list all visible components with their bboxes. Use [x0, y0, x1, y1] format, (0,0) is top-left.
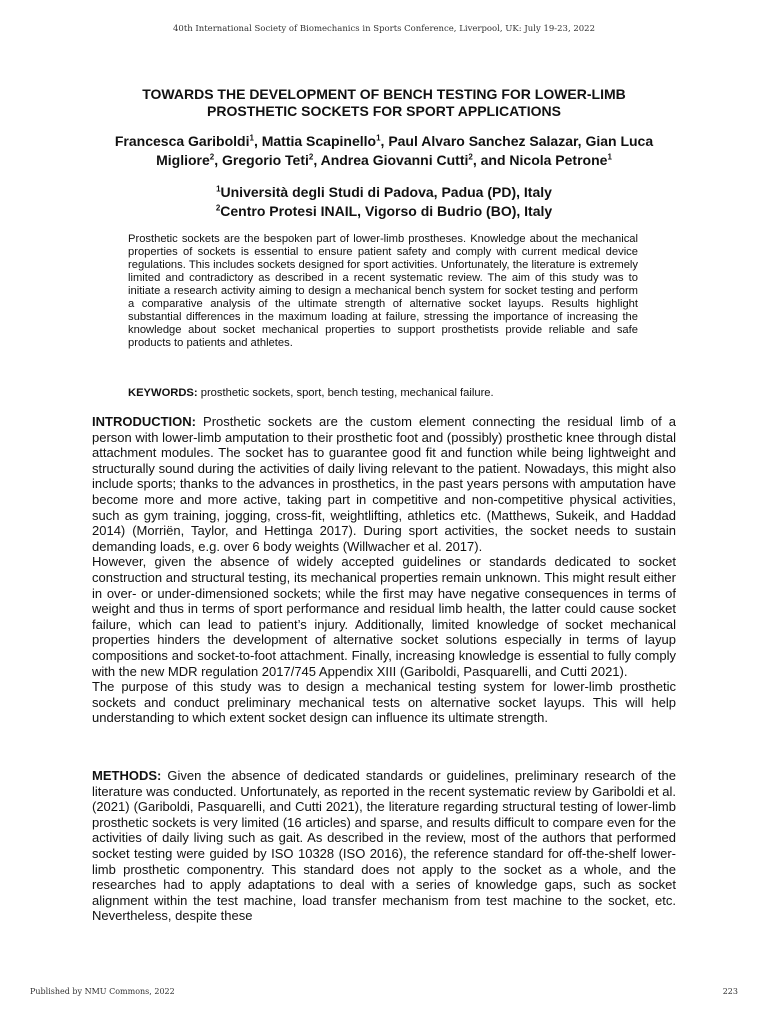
title-line-2: PROSTHETIC SOCKETS FOR SPORT APPLICATIONS: [207, 103, 561, 119]
methods-section: [92, 768, 676, 924]
affiliation-mark: 1: [216, 184, 221, 194]
page-number: 223: [722, 987, 738, 996]
introduction-section: [92, 414, 676, 726]
author-affiliation-mark: 2: [468, 152, 473, 162]
methods-text-1: Given the absence of dedicated standards or guidelines, preliminary research of the literature was conducted. Unfortunately, as reported in the recent systematic review by Gariboldi et al. (2021) (Gariboldi, Pasquarelli, and Cutti 2021), the literature regarding structural testing of lower-limb prosthetic sockets is very limited (16 articles) and sparse, and results difficult to compare even for the activities of daily living such as gait. As described in the review, most of the authors that performed socket testing were guided by ISO 10328 (ISO 2016), the reference standard for off-the-shelf lower-limb prosthetic componentry. This standard does not apply to the socket as a whole, and the researches had to apply adaptations to deal with a series of knowledge gaps, such as socket alignment within the test machine, load transfer mechanism from test machine to the socket, etc. Nevertheless, despite these: [92, 768, 676, 924]
keywords-label: KEYWORDS:: [128, 387, 198, 399]
author-name: and Nicola Petrone: [480, 152, 608, 168]
abstract: Prosthetic sockets are the bespoken part of lower-limb prostheses. Knowledge about the mechanical properties of sockets is essential to ensure patient safety and comply with current medical device regulations. This includes sockets designed for sport activities. Unfortunately, the literature is extremely limited and contradictory as described in a recent systematic review. The aim of this study was to initiate a research activity aiming to design a mechanical bench system for socket testing and perform a comparative analysis of the ultimate strength of alternative socket layups. Results highlight substantial differences in the maximum loading at failure, stressing the importance of increasing the knowledge about socket mechanical properties to support prosthetists provide reliable and safe products to patients and athletes.: [128, 233, 638, 349]
introduction-heading: INTRODUCTION:: [92, 414, 196, 429]
intro-paragraph-3: The purpose of this study was to design a mechanical testing system for lower-limb prosthetic sockets and conduct preliminary mechanical tests on alternative socket layups. This will help understanding to which extent socket design can influence its ultimate strength.: [92, 679, 676, 726]
intro-text-1: Prosthetic sockets are the custom element connecting the residual limb of a person with lower-limb amputation to their prosthetic foot and (possibly) prosthetic knee through distal attachment modules. The socket has to guarantee good fit and function while being lightweight and structurally sound during the activities of daily living relevant to the patient. Nowadays, this might also include sports; thanks to the advances in prosthetics, in the past years persons with amputation have become more and more active, taking part in competitive and non-competitive physical activities, such as gym training, jogging, cross-fit, weightlifting, athletics etc. (Matthews, Sukeik, and Haddad 2014) (Morriën, Taylor, and Hettinga 2017). During sport activities, the socket needs to sustain demanding loads, e.g. over 6 body weights (Willwacher et al. 2017).: [92, 414, 676, 554]
author-affiliation-mark: 1: [376, 133, 381, 143]
affiliation-2: [90, 202, 678, 221]
author-name: Francesca Gariboldi: [114, 133, 250, 149]
author-affiliation-mark: 1: [249, 133, 254, 143]
affiliation-text: Università degli Studi di Padova, Padua (PD), Italy: [220, 184, 552, 200]
keywords: [128, 387, 638, 400]
affiliation-text: Centro Protesi INAIL, Vigorso di Budrio (BO), Italy: [220, 203, 553, 219]
intro-paragraph-1: [92, 414, 676, 554]
author-name: Gregorio Teti: [222, 152, 309, 168]
author-affiliation-mark: 2: [209, 152, 215, 162]
affiliation-1: [90, 183, 678, 202]
author-name: Mattia Scapinello: [261, 133, 377, 149]
affiliation-mark: 2: [215, 203, 221, 213]
author-list: Francesca Gariboldi$^1$, Mattia Scapinello$^1$, Paul Alvaro Sanchez Salazar, Gian Luca Migliore$^2$, Gregorio Teti$^2$, Andrea Giovanni Cutti$^2$, and Nicola Petrone$^1$: [114, 133, 654, 168]
title-line-1: TOWARDS THE DEVELOPMENT OF BENCH TESTING FOR LOWER-LIMB: [142, 86, 626, 102]
author-name: Andrea Giovanni Cutti: [320, 152, 469, 168]
running-header: 40th International Society of Biomechanics in Sports Conference, Liverpool, UK: July 19-23, 2022: [173, 24, 595, 34]
paper-title: [80, 86, 688, 120]
affiliation-list: [90, 183, 678, 221]
publisher-footer: Published by NMU Commons, 2022: [30, 987, 175, 996]
author-affiliation-mark: 1: [607, 152, 612, 162]
keywords-text: prosthetic sockets, sport, bench testing, mechanical failure.: [197, 387, 494, 399]
author-name: Paul Alvaro Sanchez Salazar, Gian Luca Migliore: [156, 133, 654, 168]
methods-paragraph-1: [92, 768, 676, 924]
author-affiliation-mark: 2: [308, 152, 314, 162]
methods-heading: METHODS:: [92, 768, 162, 783]
intro-paragraph-2: However, given the absence of widely accepted guidelines or standards dedicated to socket construction and structural testing, its mechanical properties remain unknown. This might result either in over- or under-dimensioned sockets; while the first may have negative consequences in terms of weight and thus in terms of sport performance and residual limb health, the latter could cause socket failure, which can lead to patient’s injury. Additionally, limited knowledge of socket mechanical properties hinders the development of alternative socket solutions especially in terms of layup compositions and socket-to-foot attachment. Finally, increasing knowledge is essential to fully comply with the new MDR regulation 2017/745 Appendix XIII (Gariboldi, Pasquarelli, and Cutti 2021).: [92, 554, 676, 679]
